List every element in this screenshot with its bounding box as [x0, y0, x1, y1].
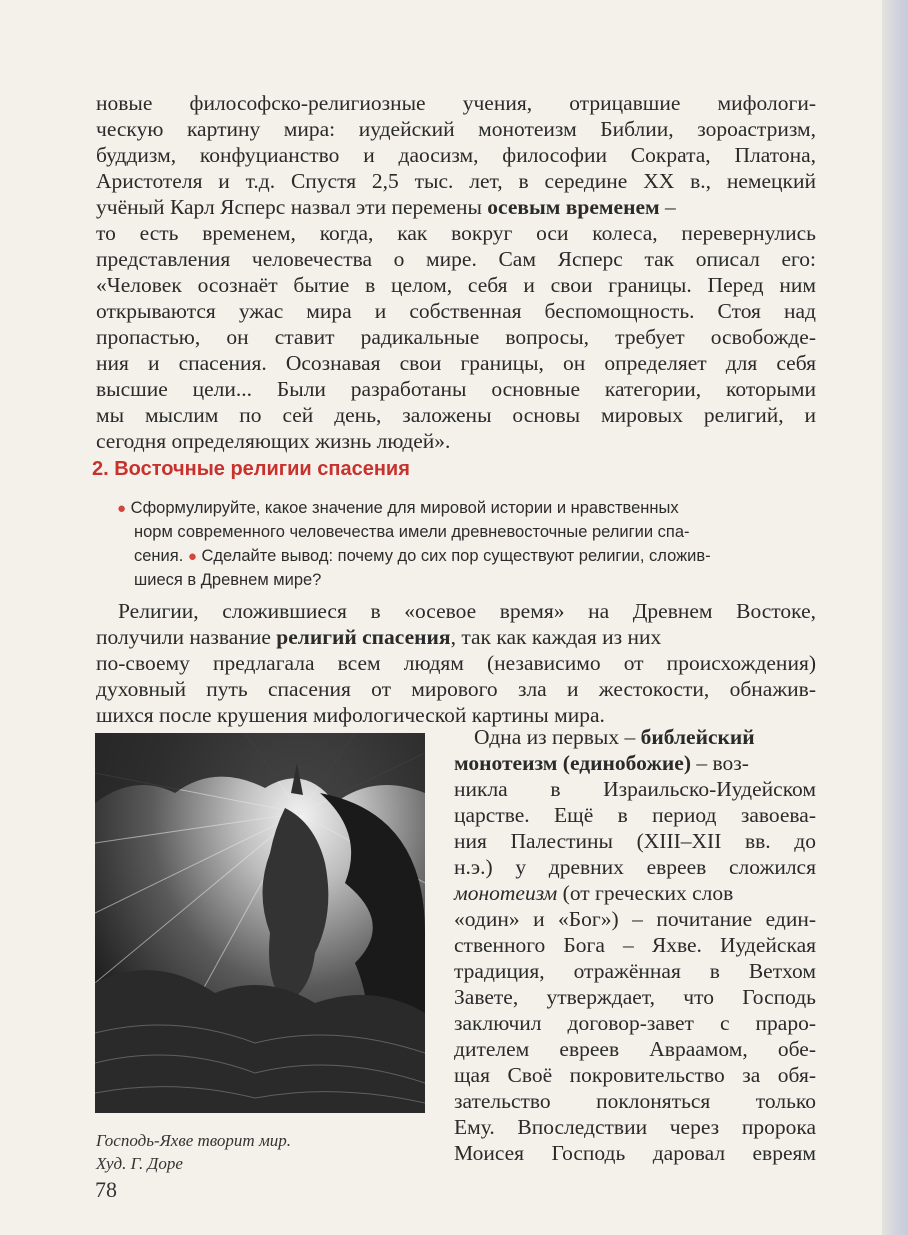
page-number: 78	[95, 1177, 117, 1202]
text-line: представления человечества о мире. Сам Ясперс так описал его:	[96, 247, 816, 271]
bullet-icon: ●	[117, 500, 127, 517]
text-line: щая Своё покровительство за обя-	[454, 1063, 816, 1087]
text-line	[96, 624, 816, 651]
text-line: открываются ужас мира и собственная беспомощность. Стоя над	[96, 299, 816, 323]
question-line	[134, 544, 834, 568]
text-line: царстве. Ещё в период завоева-	[454, 803, 816, 827]
text-span: Одна из первых –	[474, 725, 641, 749]
text-line: Религии, сложившиеся в «осевое время» на Древнем Востоке,	[118, 599, 816, 623]
term-monotheism-italic: монотеизм	[454, 881, 558, 905]
text-line: Моисея Господь даровал евреям	[454, 1141, 816, 1165]
question-line: шиеся в Древнем мире?	[134, 571, 322, 589]
term-salvation-religions: религий спасения	[276, 625, 451, 649]
question-line	[117, 496, 817, 520]
engraving-illustration	[95, 733, 425, 1113]
text-line: пропастью, он ставит радикальные вопросы, требует освобожде-	[96, 325, 816, 349]
text-line: заключил договор-завет с праро-	[454, 1011, 816, 1035]
text-line: традиция, отражённая в Ветхом	[454, 959, 816, 983]
text-line: Завете, утверждает, что Господь	[454, 985, 816, 1009]
text-line: по-своему предлагала всем людям (независимо от происхождения)	[96, 651, 816, 675]
page-edge	[882, 0, 908, 1235]
question-text: Сформулируйте, какое значение для мировой истории и нравственных	[130, 499, 679, 517]
question-line: норм современного человечества имели древневосточные религии спа-	[134, 523, 690, 541]
text-line: то есть временем, когда, как вокруг оси колеса, перевернулись	[96, 221, 816, 245]
question-text: сения.	[134, 547, 188, 565]
text-line: новые философско-религиозные учения, отрицавшие мифологи-	[96, 91, 816, 115]
bullet-icon: ●	[187, 548, 197, 565]
text-line: Аристотеля и т.д. Спустя 2,5 тыс. лет, в середине XX в., немецкий	[96, 169, 816, 193]
text-line: «один» и «Бог») – почитание един-	[454, 907, 816, 931]
text-span: получили название	[96, 625, 277, 649]
term-biblical: библейский	[640, 725, 755, 749]
text-line: ческую картину мира: иудейский монотеизм Библии, зороастризм,	[96, 117, 816, 141]
text-line	[474, 724, 816, 751]
text-span: – воз-	[691, 751, 749, 775]
term-monotheism: монотеизм (единобожие)	[454, 751, 691, 775]
text-line: мы мыслим по сей день, заложены основы мировых религий, и	[96, 403, 816, 427]
text-span: (от греческих слов	[557, 881, 734, 905]
text-line: никла в Израильско-Иудейском	[454, 777, 816, 801]
text-line: высшие цели... Были разработаны основные категории, которыми	[96, 377, 816, 401]
text-line	[454, 750, 816, 777]
caption-line: Худ. Г. Доре	[96, 1154, 183, 1173]
text-line: буддизм, конфуцианство и даосизм, философии Сократа, Платона,	[96, 143, 816, 167]
text-line: ния и спасения. Осознавая свои границы, он определяет для себя	[96, 351, 816, 375]
caption-line: Господь-Яхве творит мир.	[96, 1131, 292, 1150]
text-line: Ему. Впоследствии через пророка	[454, 1115, 816, 1139]
section-heading: 2. Восточные религии спасения	[92, 458, 410, 480]
text-line: н.э.) у древних евреев сложился	[454, 855, 816, 879]
text-span: –	[659, 195, 676, 219]
text-span: , так как каждая из них	[450, 625, 662, 649]
text-line: шихся после крушения мифологической картины мира.	[96, 703, 605, 727]
text-span: учёный Карл Ясперс назвал эти перемены	[96, 195, 488, 219]
text-line: зательство поклоняться только	[454, 1089, 816, 1113]
text-line: «Человек осознаёт бытие в целом, себя и свои границы. Перед ним	[96, 273, 816, 297]
text-line: ния Палестины (XIII–XII вв. до	[454, 829, 816, 853]
term-axial-age: осевым временем	[487, 195, 660, 219]
text-line	[454, 880, 816, 907]
text-line: дителем евреев Авраамом, обе-	[454, 1037, 816, 1061]
text-line: духовный путь спасения от мирового зла и жестокости, обнажив-	[96, 677, 816, 701]
text-line: сегодня определяющих жизнь людей».	[96, 429, 451, 453]
text-line	[96, 194, 816, 221]
text-line: ственного Бога – Яхве. Иудейская	[454, 933, 816, 957]
question-text: Сделайте вывод: почему до сих пор существуют религии, сложив-	[201, 547, 711, 565]
